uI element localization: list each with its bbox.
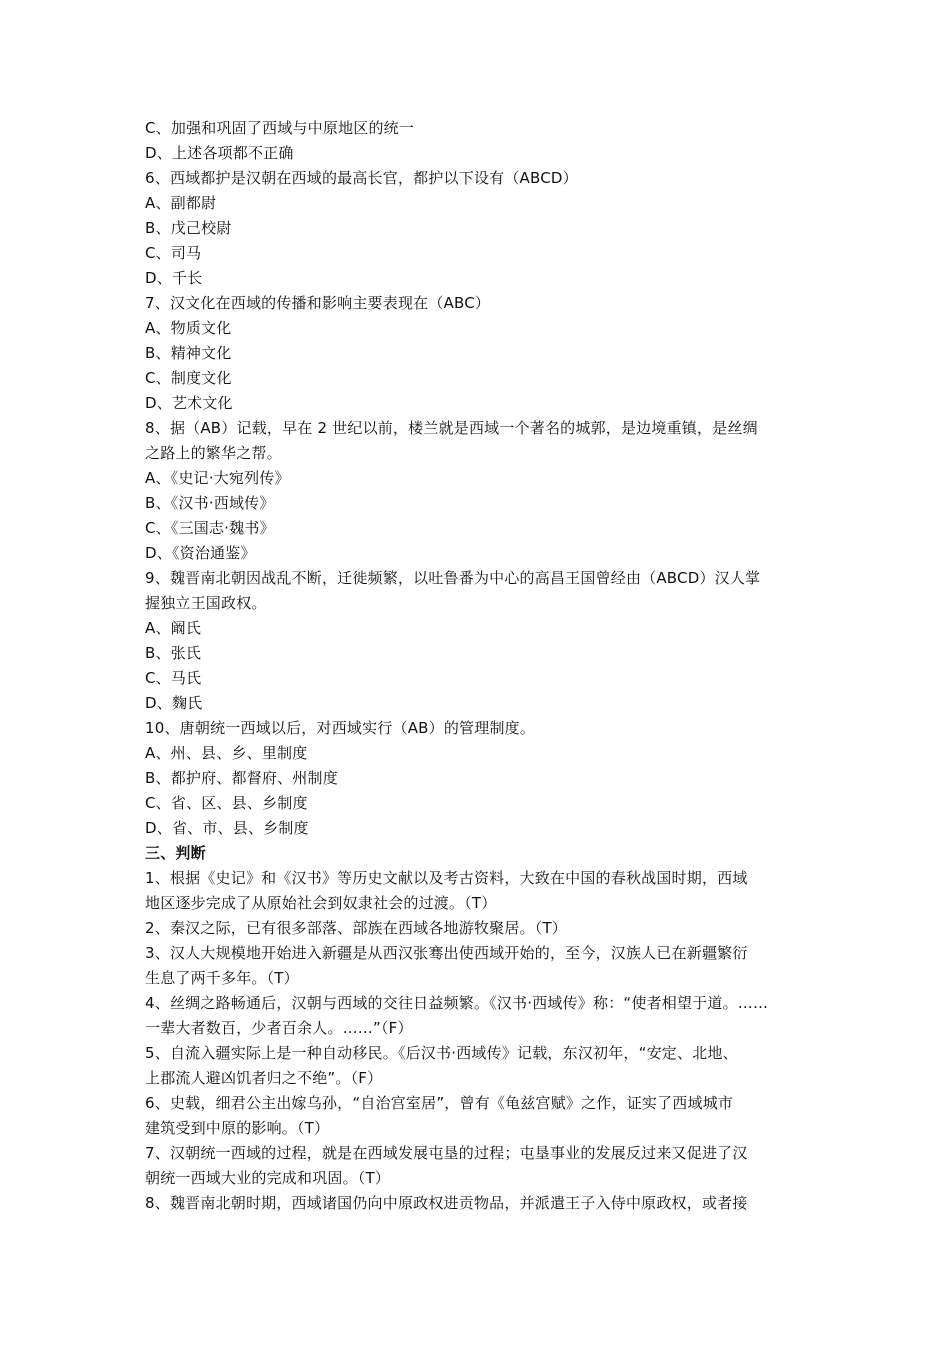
- question-9: 9、魏晋南北朝因战乱不断，迁徙频繁，以吐鲁番为中心的高昌王国曾经由（ABCD）汉人掌: [145, 569, 761, 587]
- option-c: C、加强和巩固了西域与中原地区的统一: [145, 119, 415, 137]
- question-7: 7、汉文化在西域的传播和影响主要表现在（ABC）: [145, 294, 491, 312]
- judgment-4: 4、丝绸之路畅通后，汉朝与西域的交往日益频繁。《汉书·西域传》称：“使者相望于道。……: [145, 994, 769, 1012]
- judgment-4-cont: 一辈大者数百，少者百余人。……”（F）: [145, 1019, 413, 1037]
- judgment-2: 2、秦汉之际，已有很多部落、部族在西域各地游牧聚居。（T）: [145, 919, 568, 937]
- judgment-5-cont: 上郡流人避凶饥者归之不绝”。（F）: [145, 1069, 383, 1087]
- judgment-5: 5、自流入疆实际上是一种自动移民。《后汉书·西域传》记载，东汉初年，“安定、北地、: [145, 1044, 738, 1062]
- option-c: C、司马: [145, 244, 202, 262]
- judgment-1-cont: 地区逐步完成了从原始社会到奴隶社会的过渡。（T）: [145, 894, 497, 912]
- option-a: A、州、县、乡、里制度: [145, 744, 308, 762]
- option-d: D、艺术文化: [145, 394, 233, 412]
- question-8: 8、据（AB）记载，早在 2 世纪以前，楼兰就是西域一个著名的城郭，是边境重镇，是丝绸: [145, 419, 758, 437]
- option-a: A、《史记·大宛列传》: [145, 469, 290, 487]
- judgment-7: 7、汉朝统一西域的过程，就是在西域发展屯垦的过程；屯垦事业的发展反过来又促进了汉: [145, 1144, 748, 1162]
- option-d: D、《资治通鉴》: [145, 544, 256, 562]
- document-body: [145, 116, 815, 1216]
- question-10: 10、唐朝统一西域以后，对西域实行（AB）的管理制度。: [145, 719, 536, 737]
- option-d: D、省、市、县、乡制度: [145, 819, 309, 837]
- option-b: B、《汉书·西域传》: [145, 494, 275, 512]
- option-b: B、张氏: [145, 644, 202, 662]
- judgment-7-cont: 朝统一西域大业的完成和巩固。（T）: [145, 1169, 391, 1187]
- judgment-3-cont: 生息了两千多年。（T）: [145, 969, 299, 987]
- judgment-3: 3、汉人大规模地开始进入新疆是从西汉张骞出使西域开始的，至今，汉族人已在新疆繁衍: [145, 944, 748, 962]
- option-a: A、阚氏: [145, 619, 202, 637]
- section-heading: 三、判断: [145, 844, 206, 862]
- option-c: C、《三国志·魏书》: [145, 519, 275, 537]
- option-b: B、戊己校尉: [145, 219, 232, 237]
- option-c: C、马氏: [145, 669, 202, 687]
- judgment-6-cont: 建筑受到中原的影响。（T）: [145, 1119, 330, 1137]
- question-9-cont: 握独立王国政权。: [145, 594, 267, 612]
- option-c: C、制度文化: [145, 369, 232, 387]
- option-c: C、省、区、县、乡制度: [145, 794, 308, 812]
- question-6: 6、西域都护是汉朝在西域的最高长官，都护以下设有（ABCD）: [145, 169, 578, 187]
- option-a: A、副都尉: [145, 194, 217, 212]
- option-b: B、都护府、都督府、州制度: [145, 769, 338, 787]
- judgment-6: 6、史载，细君公主出嫁乌孙，“自治宫室居”，曾有《龟兹宫赋》之作，证实了西域城市: [145, 1094, 734, 1112]
- option-d: D、麴氏: [145, 694, 203, 712]
- option-a: A、物质文化: [145, 319, 232, 337]
- judgment-1: 1、根据《史记》和《汉书》等历史文献以及考古资料，大致在中国的春秋战国时期，西域: [145, 869, 748, 887]
- option-d: D、上述各项都不正确: [145, 144, 294, 162]
- judgment-8: 8、魏晋南北朝时期，西域诸国仍向中原政权进贡物品，并派遣王子入侍中原政权，或者接: [145, 1194, 748, 1212]
- question-8-cont: 之路上的繁华之帮。: [145, 444, 282, 462]
- option-d: D、千长: [145, 269, 203, 287]
- option-b: B、精神文化: [145, 344, 232, 362]
